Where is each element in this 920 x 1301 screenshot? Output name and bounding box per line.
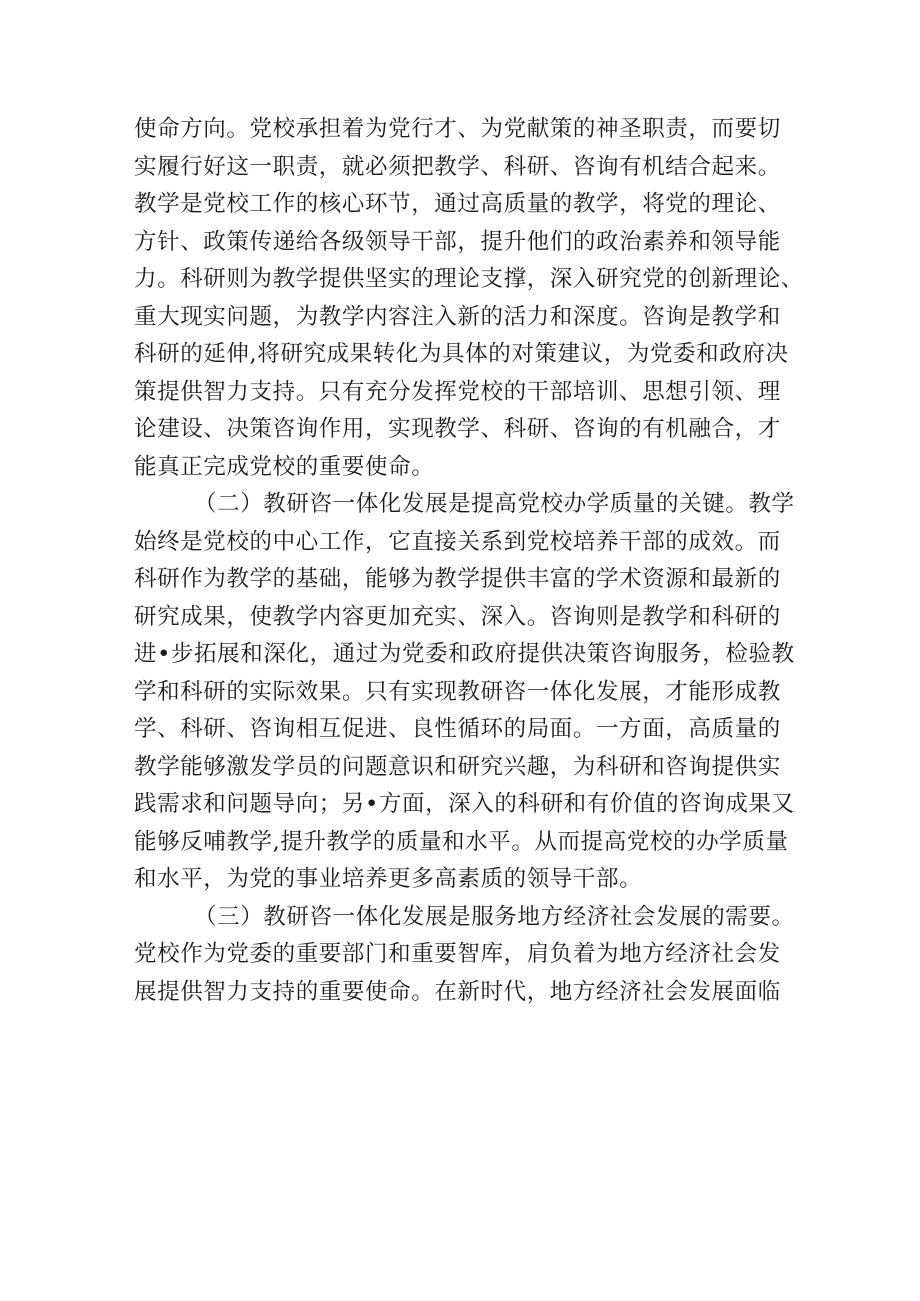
text-line: 和水平，为党的事业培养更多高素质的领导干部。 bbox=[134, 866, 643, 892]
text-line: 学和科研的实际效果。只有实现教研咨一体化发展，才能形成教 bbox=[134, 678, 781, 705]
text-line: 展提供智力支持的重要使命。在新时代，地方经济社会发展面临 bbox=[134, 978, 781, 1005]
text-line: 力。科研则为教学提供坚实的理论支撑，深入研究党的创新理论、 bbox=[134, 266, 804, 292]
text-line: 进•步拓展和深化，通过为党委和政府提供决策咨询服务，检验教 bbox=[134, 641, 795, 667]
text-line: 论建设、决策咨询作用，实现教学、科研、咨询的有机融合，才 bbox=[134, 416, 781, 442]
text-line: 教学能够激发学员的问题意识和研究兴趣，为科研和咨询提供实 bbox=[134, 753, 781, 780]
text-line: 能够反哺教学,提升教学的质量和水平。从而提高党校的办学质量 bbox=[134, 828, 789, 855]
text-line: 能真正完成党校的重要使命。 bbox=[134, 453, 435, 480]
text-line: 科研作为教学的基础，能够为教学提供丰富的学术资源和最新的 bbox=[134, 566, 781, 592]
section-heading-line: （二）教研咨一体化发展是提高党校办学质量的关键。教学 bbox=[194, 491, 795, 517]
text-line: 方针、政策传递给各级领导干部，提升他们的政治素养和领导能 bbox=[134, 228, 781, 255]
text-line: 学、科研、咨询相互促进、良性循环的局面。一方面，高质量的 bbox=[134, 716, 781, 742]
text-line: 科研的延伸,将研究成果转化为具体的对策建议，为党委和政府决 bbox=[134, 341, 789, 367]
text-line: 始终是党校的中心工作，它直接关系到党校培养干部的成效。而 bbox=[134, 528, 781, 555]
body-text bbox=[134, 111, 804, 1011]
text-line: 使命方向。党校承担着为党行才、为党献策的神圣职责，而要切 bbox=[134, 116, 781, 142]
text-line: 践需求和问题导向；另•方面，深入的科研和有价值的咨询成果又 bbox=[134, 791, 795, 817]
text-line: 策提供智力支持。只有充分发挥党校的干部培训、思想引领、理 bbox=[134, 378, 781, 405]
text-line: 重大现实问题，为教学内容注入新的活力和深度。咨询是教学和 bbox=[134, 303, 781, 330]
text-line: 研究成果，使教学内容更加充实、深入。咨询则是教学和科研的 bbox=[134, 603, 781, 630]
section-heading-line: （三）教研咨一体化发展是服务地方经济社会发展的需要。 bbox=[194, 903, 795, 930]
text-line: 党校作为党委的重要部门和重要智库，肩负着为地方经济社会发 bbox=[134, 941, 781, 967]
text-line: 实履行好这一职责，就必须把教学、科研、咨询有机结合起来。 bbox=[134, 153, 781, 180]
text-line: 教学是党校工作的核心环节，通过高质量的教学，将党的理论、 bbox=[134, 191, 781, 217]
